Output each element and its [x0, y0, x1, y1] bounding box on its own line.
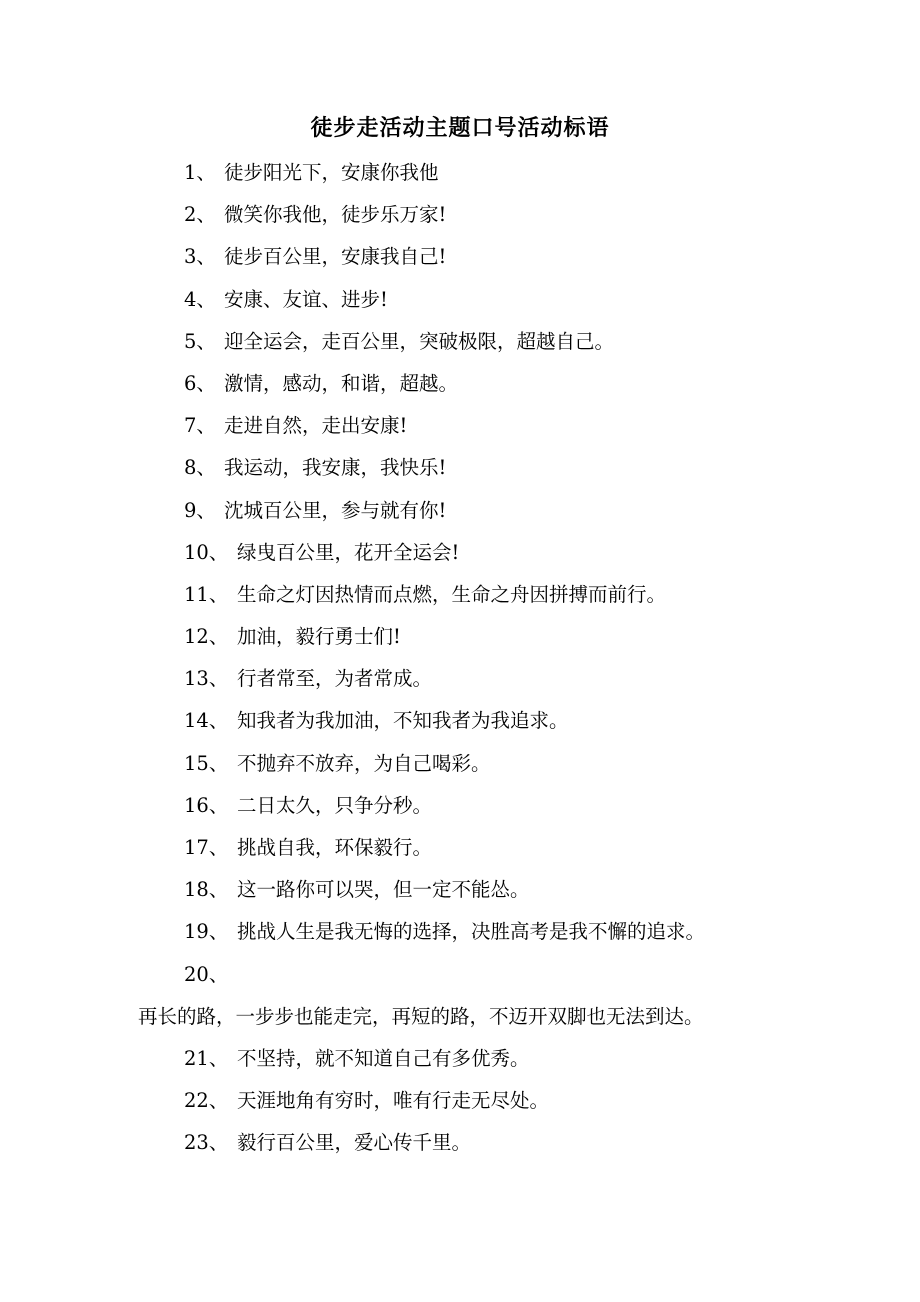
item-number: 11、 [184, 582, 229, 606]
list-item [0, 621, 920, 663]
list-item [0, 1085, 920, 1127]
item-text: 沈城百公里，参与就有你! [224, 498, 447, 522]
item-number: 22、 [184, 1089, 229, 1113]
item-text: 知我者为我加油，不知我者为我追求。 [237, 709, 569, 733]
item-number: 21、 [184, 1046, 229, 1070]
list-item [0, 410, 920, 452]
item-number: 5、 [184, 329, 216, 353]
item-number: 20、 [184, 962, 229, 986]
item-number: 14、 [184, 709, 229, 733]
list-item [0, 452, 920, 494]
list-item [0, 579, 920, 621]
item-text: 毅行百公里，爱心传千里。 [237, 1131, 472, 1155]
item-text: 走进自然，走出安康! [224, 414, 408, 438]
list-item [0, 663, 920, 705]
item-number: 4、 [184, 287, 216, 311]
item-text: 再长的路，一步步也能走完，再短的路，不迈开双脚也无法到达。 [138, 1004, 704, 1028]
item-number: 7、 [184, 414, 216, 438]
item-text: 生命之灯因热情而点燃，生命之舟因拼搏而前行。 [237, 582, 667, 606]
item-number: 15、 [184, 751, 229, 775]
list-item [0, 959, 920, 1043]
item-text: 这一路你可以哭，但一定不能怂。 [237, 878, 530, 902]
list-item [0, 284, 920, 326]
list-item [0, 748, 920, 790]
item-text: 不抛弃不放弃，为自己喝彩。 [237, 751, 491, 775]
item-number: 17、 [184, 836, 229, 859]
item-number: 16、 [184, 793, 229, 817]
item-number: 19、 [184, 920, 229, 944]
item-number: 10、 [184, 540, 229, 564]
list-item [0, 368, 920, 410]
item-number: 13、 [184, 667, 229, 691]
item-text: 行者常至，为者常成。 [237, 667, 433, 691]
item-text: 徒步百公里，安康我自己! [224, 245, 447, 269]
list-item [0, 495, 920, 537]
item-text: 挑战人生是我无悔的选择，决胜高考是我不懈的追求。 [237, 920, 706, 944]
item-number: 23、 [184, 1131, 229, 1155]
list-item [0, 790, 920, 832]
item-text: 二日太久，只争分秒。 [237, 793, 433, 817]
list-item [0, 157, 920, 199]
document-title: 徒步走活动主题口号活动标语 [310, 115, 610, 141]
item-text: 微笑你我他，徒步乐万家! [224, 203, 447, 227]
item-text: 激情，感动，和谐，超越。 [224, 371, 459, 395]
item-number: 1、 [184, 161, 216, 184]
item-number: 18、 [184, 878, 229, 902]
item-text: 徒步阳光下，安康你我他 [224, 161, 439, 184]
slogan-list [0, 157, 920, 1170]
item-number: 3、 [184, 245, 216, 269]
item-text: 绿曳百公里，花开全运会! [237, 540, 460, 564]
item-number: 6、 [184, 371, 216, 395]
item-text: 加油，毅行勇士们! [237, 625, 401, 649]
list-item [0, 874, 920, 916]
item-text: 挑战自我，环保毅行。 [237, 836, 433, 859]
item-number: 8、 [184, 456, 216, 480]
item-number: 9、 [184, 498, 216, 522]
item-text: 迎全运会，走百公里，突破极限，超越自己。 [224, 329, 615, 353]
item-text: 安康、友谊、进步! [224, 287, 388, 311]
list-item [0, 326, 920, 368]
list-item [0, 537, 920, 579]
list-item [0, 832, 920, 874]
list-item [0, 199, 920, 241]
list-item [0, 916, 920, 958]
item-number: 2、 [184, 203, 216, 227]
list-item [0, 241, 920, 283]
list-item [0, 705, 920, 747]
item-text: 天涯地角有穷时，唯有行走无尽处。 [237, 1089, 550, 1113]
item-number: 12、 [184, 625, 229, 649]
item-text: 我运动，我安康，我快乐! [224, 456, 447, 480]
list-item [0, 1043, 920, 1085]
item-text: 不坚持，就不知道自己有多优秀。 [237, 1046, 530, 1070]
list-item [0, 1127, 920, 1169]
